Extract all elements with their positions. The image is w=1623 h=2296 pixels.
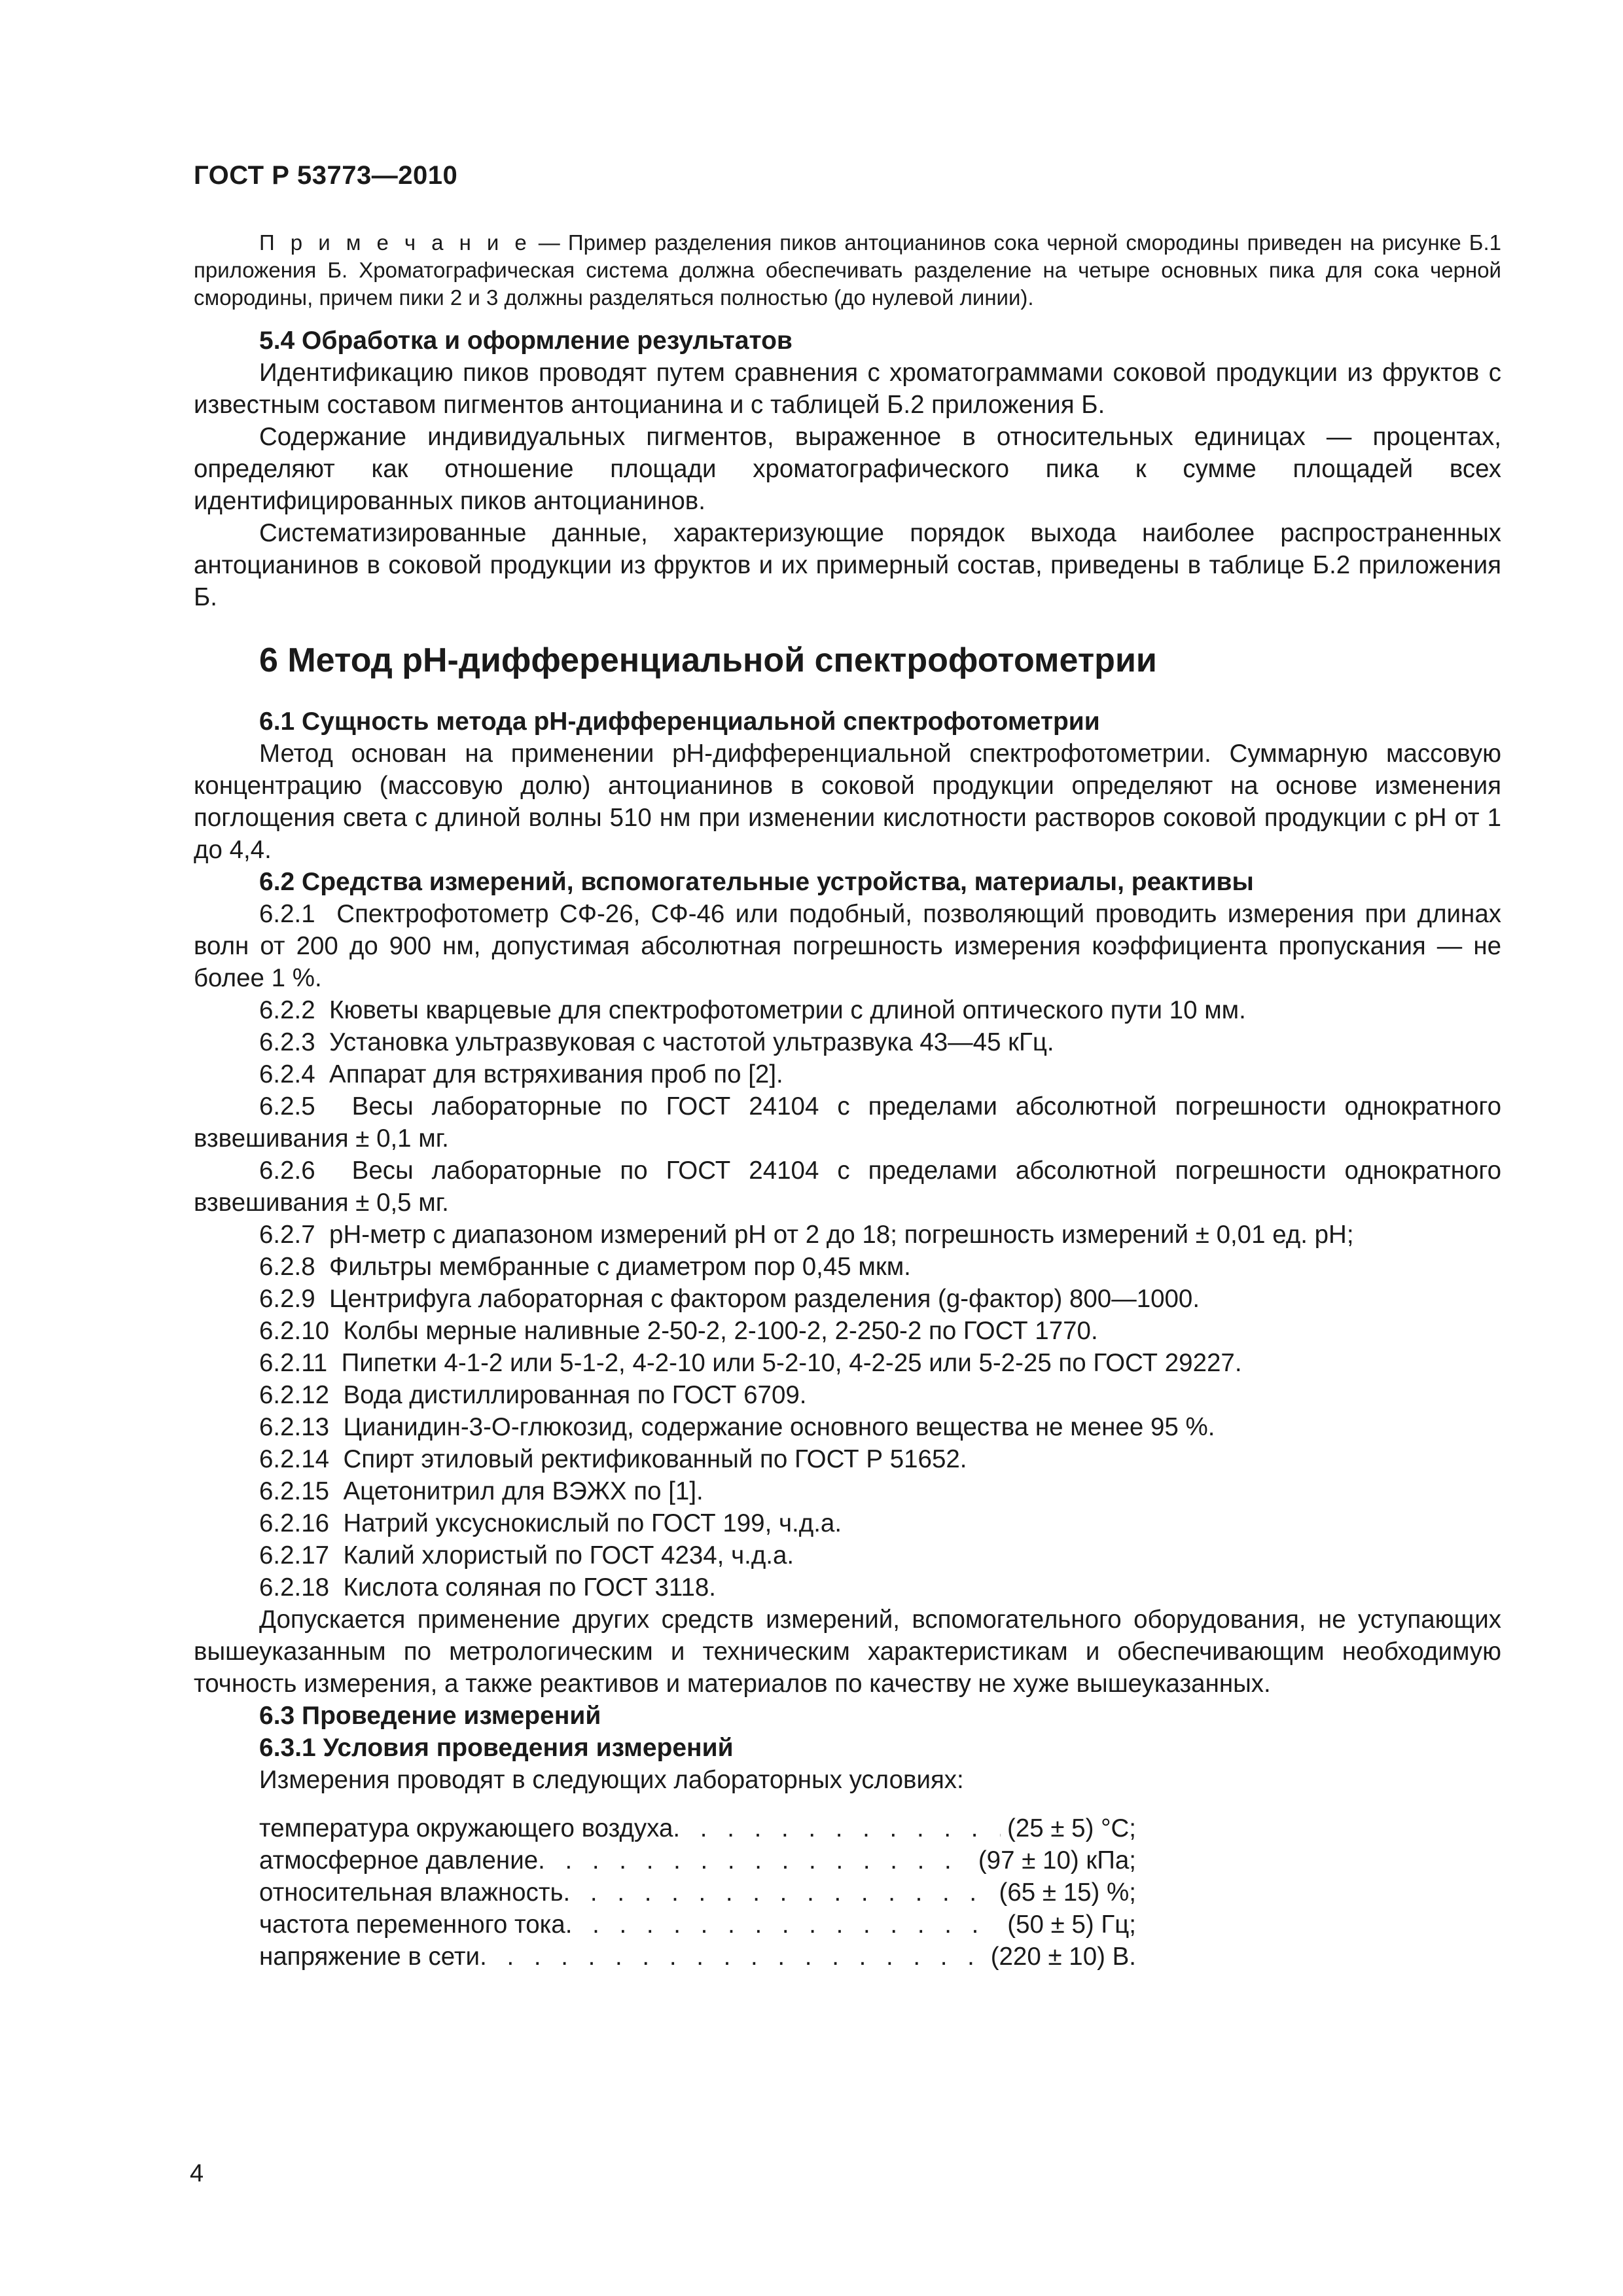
list-item [194,1571,1501,1604]
equipment-substitution-paragraph: Допускается применение других средств измерений, вспомогательного оборудования, не уступающих вышеуказанным по метрологическим и техническим характеристикам и обеспечивающим необходимую точность измерения, а также реактивов и материалов по качеству не хуже вышеуказанных. [194,1605,1501,1698]
item-number: 6.2.12 [259,1381,330,1409]
item-text: Весы лабораторные по ГОСТ 24104 с пределами абсолютной погрешности однократного взвешивания ± 0,5 мг. [194,1157,1501,1217]
condition-row [259,1876,1136,1909]
section-6-2-title: 6.2 Средства измерений, вспомогательные устройства, материалы, реактивы [259,868,1254,896]
condition-value: (65 ± 15) %; [999,1878,1136,1907]
list-item [194,1347,1501,1379]
item-number: 6.2.18 [259,1573,330,1602]
section-5-4-paragraph: Систематизированные данные, характеризующие порядок выхода наиболее распространенных антоцианинов в соковой продукции из фруктов и их примерный состав, приведены в таблице Б.2 приложения Б. [194,519,1501,611]
list-item [194,1251,1501,1283]
list-item [194,1283,1501,1315]
item-number: 6.2.4 [259,1060,315,1088]
item-text: Калий хлористый по ГОСТ 4234, ч.д.а. [343,1541,794,1570]
list-item [194,1058,1501,1090]
item-text: Установка ультразвуковая с частотой ультразвука 43—45 кГц. [329,1028,1054,1056]
section-6-3-title: 6.3 Проведение измерений [259,1702,601,1730]
item-number: 6.2.7 [259,1221,315,1249]
section-6-3-1-title: 6.3.1 Условия проведения измерений [259,1734,734,1762]
document-header: ГОСТ Р 53773—2010 [194,161,458,190]
item-number: 6.2.3 [259,1028,315,1056]
list-item [194,1507,1501,1539]
item-number: 6.2.16 [259,1509,330,1537]
item-number: 6.2.11 [259,1349,328,1377]
condition-value: (97 ± 10) кПа; [978,1846,1136,1874]
note-paragraph [194,229,1501,312]
page-number: 4 [190,2160,204,2187]
section-5-4-title: 5.4 Обработка и оформление результатов [259,327,793,355]
conditions-intro: Измерения проводят в следующих лабораторных условиях: [259,1766,964,1794]
list-item [194,1443,1501,1475]
item-text: Цианидин-3-О-глюкозид, содержание основного вещества не менее 95 %. [343,1413,1215,1441]
condition-row [259,1941,1136,1973]
condition-label: частота переменного тока [259,1910,565,1939]
item-number: 6.2.6 [259,1157,315,1185]
condition-label: атмосферное давление [259,1846,539,1874]
item-text: Фильтры мембранные с диаметром пор 0,45 мкм. [329,1253,911,1281]
list-item [194,1315,1501,1347]
list-item [194,1379,1501,1411]
item-number: 6.2.15 [259,1477,330,1505]
list-item [194,1090,1501,1155]
item-number: 6.2.8 [259,1253,315,1281]
list-item [194,994,1501,1026]
list-item [194,1155,1501,1219]
item-text: Спектрофотометр СФ-26, СФ-46 или подобный, позволяющий проводить измерения при длинах волн от 200 до 900 нм, допустимая абсолютная погрешность измерения коэффициента пропускания — не более 1 %. [194,900,1501,992]
section-6-1-paragraph: Метод основан на применении pH-дифференциальной спектрофотометрии. Суммарную массовую концентрацию (массовую долю) антоцианинов в соковой продукции определяют на основе изменения поглощения света с длиной волны 510 нм при изменении кислотности растворов соковой продукции с pH от 1 до 4,4. [194,740,1501,864]
list-item [194,1411,1501,1443]
main-text-column [194,229,1501,1973]
item-text: Вода дистиллированная по ГОСТ 6709. [343,1381,807,1409]
item-text: Спирт этиловый ректификованный по ГОСТ Р 51652. [343,1445,967,1473]
condition-label: температура окружающего воздуха [259,1814,673,1842]
note-label: П р и м е ч а н и е [259,230,531,255]
list-item [194,1475,1501,1507]
item-number: 6.2.13 [259,1413,330,1441]
item-number: 6.2.17 [259,1541,330,1570]
condition-label: напряжение в сети [259,1943,480,1971]
item-text: Колбы мерные наливные 2-50-2, 2-100-2, 2-250-2 по ГОСТ 1770. [343,1317,1098,1345]
section-5-4-paragraph: Содержание индивидуальных пигментов, выраженное в относительных единицах — процентах, определяют как отношение площади хроматографического пика к сумме площадей всех идентифицированных пиков антоцианинов. [194,423,1501,515]
note-text: — Пример разделения пиков антоцианинов сока черной смородины приведен на рисунке Б.1 приложения Б. Хроматографическая система должна обеспечивать разделение на четыре основных пика для сока черной смородины, причем пики 2 и 3 должны разделяться полностью (до нулевой линии). [194,230,1501,310]
item-text: Кислота соляная по ГОСТ 3118. [343,1573,717,1602]
item-number: 6.2.9 [259,1285,315,1313]
item-text: Натрий уксуснокислый по ГОСТ 199, ч.д.а. [343,1509,842,1537]
item-text: Ацетонитрил для ВЭЖХ по [1]. [343,1477,704,1505]
list-item [194,898,1501,994]
list-item [194,1539,1501,1571]
condition-value: (25 ± 5) °С; [1007,1814,1136,1842]
item-text: Весы лабораторные по ГОСТ 24104 с пределами абсолютной погрешности однократного взвешивания ± 0,1 мг. [194,1092,1501,1153]
item-number: 6.2.10 [259,1317,330,1345]
condition-row [259,1812,1136,1844]
condition-row [259,1844,1136,1876]
item-number: 6.2.14 [259,1445,330,1473]
list-item [194,1219,1501,1251]
item-number: 6.2.2 [259,996,315,1024]
condition-value: (220 ± 10) В. [990,1943,1136,1971]
item-text: pH-метр с диапазоном измерений pH от 2 до 18; погрешность измерений ± 0,01 ед. pH; [329,1221,1354,1249]
item-text: Кюветы кварцевые для спектрофотометрии с длиной оптического пути 10 мм. [329,996,1246,1024]
item-text: Центрифуга лабораторная с фактором разделения (g-фактор) 800—1000. [329,1285,1200,1313]
item-number: 6.2.5 [259,1092,315,1121]
item-number: 6.2.1 [259,900,315,928]
condition-label: относительная влажность [259,1878,563,1907]
condition-value: (50 ± 5) Гц; [1007,1910,1136,1939]
item-text: Аппарат для встряхивания проб по [2]. [329,1060,783,1088]
item-text: Пипетки 4-1-2 или 5-1-2, 4-2-10 или 5-2-10, 4-2-25 или 5-2-25 по ГОСТ 29227. [341,1349,1242,1377]
condition-row [259,1909,1136,1941]
list-item [194,1026,1501,1058]
section-5-4-paragraph: Идентификацию пиков проводят путем сравнения с хроматограммами соковой продукции из фруктов с известным составом пигментов антоцианина и с таблицей Б.2 приложения Б. [194,359,1501,419]
section-6-title: 6 Метод pH-дифференциальной спектрофотометрии [259,641,1157,679]
conditions-list [194,1812,1501,1973]
section-6-1-title: 6.1 Сущность метода pH-дифференциальной спектрофотометрии [259,708,1100,736]
